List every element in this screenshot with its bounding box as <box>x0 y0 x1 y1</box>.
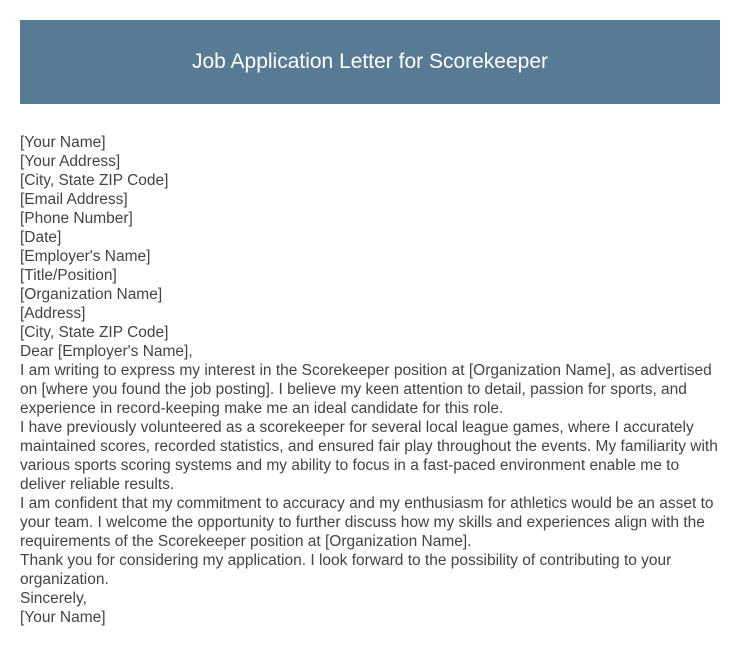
recipient-address: [Address] <box>20 305 86 322</box>
salutation: Dear [Employer's Name], <box>20 343 193 360</box>
title-banner <box>20 20 720 104</box>
paragraph-thanks: Thank you for considering my application. I look forward to the possibility of contributing to your organization. <box>20 552 672 588</box>
sender-address: [Your Address] <box>20 153 121 170</box>
recipient-organization: [Organization Name] <box>20 286 163 303</box>
paragraph-interest: I am writing to express my interest in the Scorekeeper position at [Organization Name], as advertised on [where you found the job posting]. I believe my keen attention to detail, passion for sports, and experience in record-keeping make me an ideal candidate for this role. <box>20 362 712 417</box>
letter-body <box>20 133 725 627</box>
paragraph-confidence: I am confident that my commitment to accuracy and my enthusiasm for athletics would be an asset to your team. I welcome the opportunity to further discuss how my skills and experiences align with the requirements of the Scorekeeper position at [Organization Name]. <box>20 495 714 550</box>
recipient-block <box>20 247 725 342</box>
sender-name: [Your Name] <box>20 134 106 151</box>
recipient-city-state-zip: [City, State ZIP Code] <box>20 324 169 341</box>
sender-city-state-zip: [City, State ZIP Code] <box>20 172 169 189</box>
signature: [Your Name] <box>20 609 106 626</box>
sender-phone: [Phone Number] <box>20 210 133 227</box>
paragraph-experience: I have previously volunteered as a scorekeeper for several local league games, where I accurately maintained scores, recorded statistics, and ensured fair play throughout the events. My familiarity with various sports scoring systems and my ability to focus in a fast-paced environment enable me to deliver reliable results. <box>20 419 718 493</box>
page-title: Job Application Letter for Scorekeeper <box>191 50 549 73</box>
letter-date: [Date] <box>20 229 62 246</box>
sender-block <box>20 133 725 228</box>
closing: Sincerely, <box>20 590 87 607</box>
sender-email: [Email Address] <box>20 191 128 208</box>
recipient-name: [Employer's Name] <box>20 248 151 265</box>
recipient-title: [Title/Position] <box>20 267 117 284</box>
